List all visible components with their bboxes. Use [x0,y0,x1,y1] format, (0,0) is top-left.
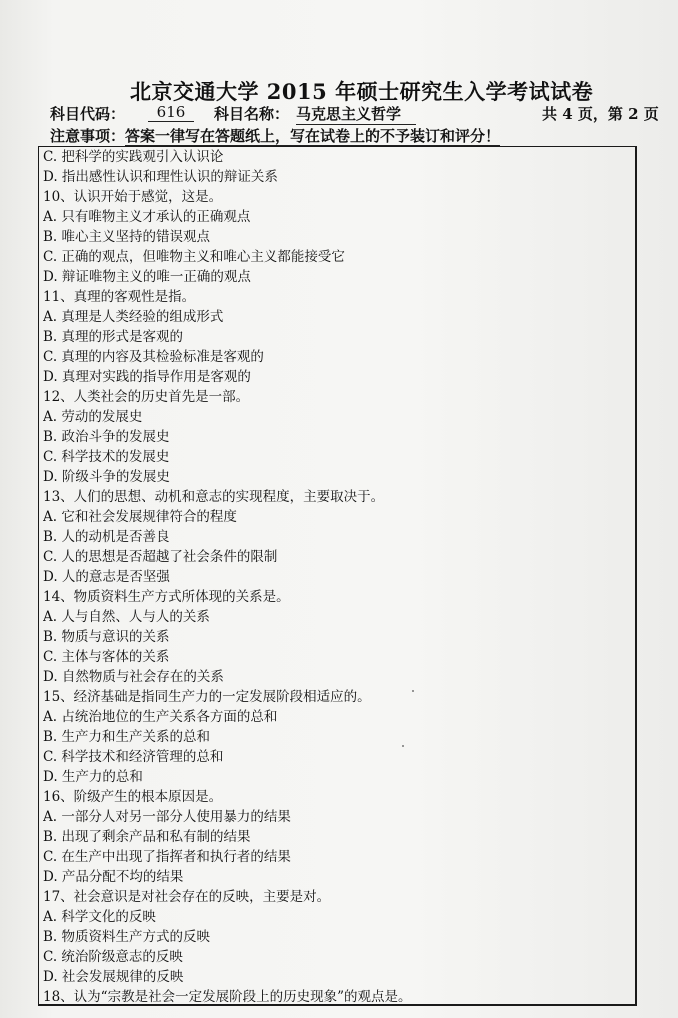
question-line: 17、社会意识是对社会存在的反映，主要是对。 [43,889,331,905]
question-line: C. 人的思想是否超越了社会条件的限制 [43,549,278,565]
question-line: A. 人与自然、人与人的关系 [43,609,210,625]
question-line: 10、认识开始于感觉，这是。 [43,189,223,205]
question-line: B. 生产力和生产关系的总和 [43,729,211,745]
question-line: D. 指出感性认识和理性认识的辩证关系 [43,169,278,185]
question-line: 12、人类社会的历史首先是一部。 [43,389,250,405]
question-lines [43,147,623,1007]
question-line: D. 产品分配不均的结果 [43,869,184,885]
question-line: C. 主体与客体的关系 [43,649,170,665]
question-line: C. 把科学的实践观引入认识论 [43,149,224,165]
question-line: 11、真理的客观性是指。 [43,289,196,305]
question-line: A. 劳动的发展史 [43,409,143,425]
question-line: B. 物质与意识的关系 [43,629,170,645]
question-line: D. 生产力的总和 [43,769,143,785]
notice [50,125,610,146]
question-line: B. 物质资料生产方式的反映 [43,929,211,945]
question-line: C. 正确的观点，但唯物主义和唯心主义都能接受它 [43,249,345,265]
question-line: C. 科学技术和经济管理的总和 [43,749,224,765]
question-line: B. 人的动机是否善良 [43,529,170,545]
scan-speck [402,745,404,747]
question-line: A. 它和社会发展规律符合的程度 [43,509,237,525]
question-line: C. 科学技术的发展史 [43,449,170,465]
question-line: A. 占统治地位的生产关系各方面的总和 [43,709,278,725]
question-line: C. 在生产中出现了指挥者和执行者的结果 [43,849,291,865]
question-line: D. 阶级斗争的发展史 [43,469,170,485]
question-line: D. 辩证唯物主义的唯一正确的观点 [43,269,251,285]
question-line: B. 出现了剩余产品和私有制的结果 [43,829,251,845]
question-line: 16、阶级产生的根本原因是。 [43,789,223,805]
question-line: 13、人们的思想、动机和意志的实现程度，主要取决于。 [43,489,385,505]
question-line: B. 唯心主义坚持的错误观点 [43,229,211,245]
subject-code-value: 616 [148,103,194,122]
subject-name-label: 科目名称： [214,105,290,123]
question-line: 14、物质资料生产方式所体现的关系是。 [43,589,290,605]
question-line: B. 真理的形式是客观的 [43,329,184,345]
question-line: B. 政治斗争的发展史 [43,429,170,445]
question-line: A. 真理是人类经验的组成形式 [43,309,224,325]
question-line: D. 自然物质与社会存在的关系 [43,669,224,685]
scan-speck [412,690,414,692]
notice-label: 注意事项： [50,127,126,145]
page-count: 共 4 页，第 2 页 [542,105,659,123]
question-line: D. 社会发展规律的反映 [43,969,184,985]
question-line: A. 只有唯物主义才承认的正确观点 [43,209,251,225]
question-line: A. 科学文化的反映 [43,909,156,925]
question-line: C. 统治阶级意志的反映 [43,949,183,965]
exam-title: 北京交通大学 2015 年硕士研究生入学考试试卷 [130,79,594,104]
notice-text: 答案一律写在答题纸上，写在试卷上的不予装订和评分！ [125,127,501,145]
subject-code-label: 科目代码： [50,105,126,123]
question-line: 15、经济基础是指同生产力的一定发展阶段相适应的。 [43,689,371,705]
question-line: D. 真理对实践的指导作用是客观的 [43,369,251,385]
question-line: D. 人的意志是否坚强 [43,569,170,585]
question-line: C. 真理的内容及其检验标准是客观的 [43,349,264,365]
question-line: A. 一部分人对另一部分人使用暴力的结果 [43,809,291,825]
question-line: 18、认为“宗教是社会一定发展阶段上的历史现象”的观点是。 [43,989,412,1005]
subject-name-value: 马克思主义哲学 [296,103,416,125]
subject-meta [50,103,660,125]
